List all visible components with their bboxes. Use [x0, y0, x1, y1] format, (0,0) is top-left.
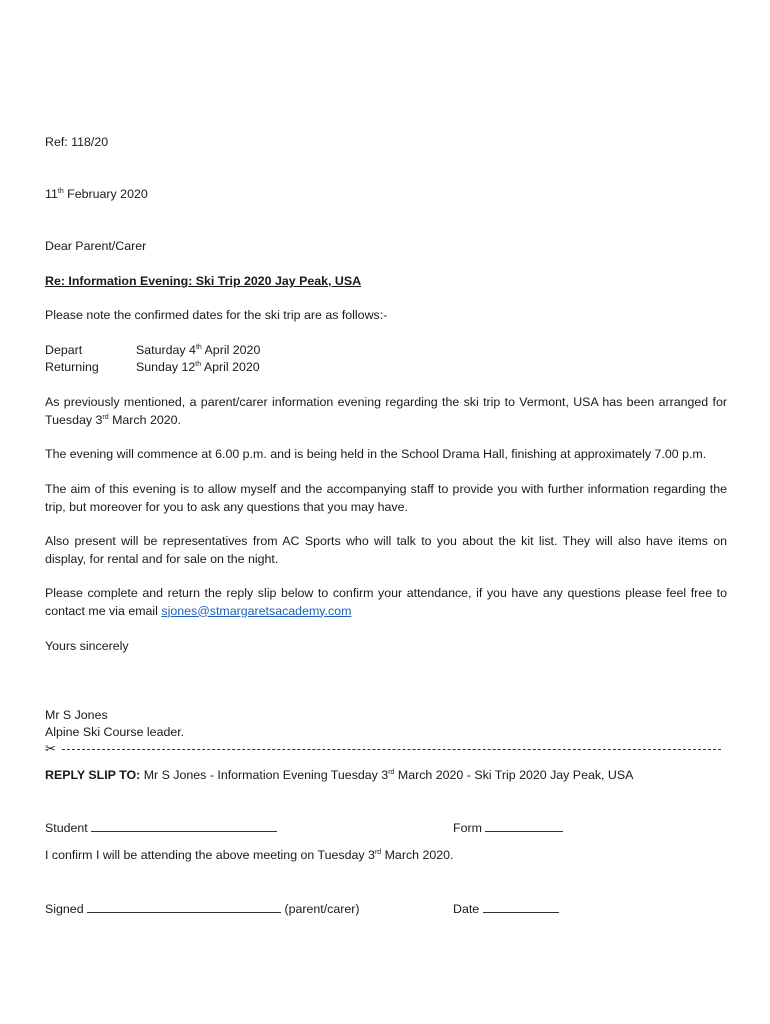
depart-date-suffix: th — [195, 344, 202, 351]
student-name-input[interactable] — [91, 819, 277, 832]
sender-name: Mr S Jones — [45, 708, 108, 722]
cut-line — [45, 741, 721, 758]
paragraph-arrangement-text: As previously mentioned, a parent/carer information evening regarding the ski trip to Vermont, USA has been arranged for Tuesday 3 — [45, 395, 727, 427]
form-field — [453, 819, 563, 837]
paragraph-representatives: Also present will be representatives from AC Sports who will talk to you about the kit list. They will also have items on display, for rental and for sale on the night. — [45, 534, 727, 566]
student-label: Student — [45, 821, 92, 835]
email-link[interactable]: sjones@stmargaretsacademy.com — [161, 603, 352, 618]
paragraph-arrangement-suffix: rd — [102, 413, 109, 421]
parent-carer-label: (parent/carer) — [281, 902, 360, 916]
confirmation-text: I confirm I will be attending the above meeting on Tuesday 3 — [45, 848, 375, 862]
depart-label: Depart — [45, 343, 83, 357]
reply-slip-text: Mr S Jones - Information Evening Tuesday 3 — [140, 768, 389, 782]
date-suffix: th — [57, 188, 64, 195]
return-date — [136, 359, 260, 376]
paragraph-timing: The evening will commence at 6.00 p.m. and is being held in the School Drama Hall, finishing at approximately 7.00 p.m. — [45, 447, 707, 461]
paragraph-reply-request — [45, 585, 727, 620]
closing: Yours sincerely — [45, 639, 129, 653]
confirmation-suffix: rd — [374, 849, 382, 856]
form-label: Form — [453, 821, 486, 835]
depart-date-rest: April 2020 — [201, 343, 261, 357]
depart-date — [136, 342, 260, 359]
date-day: 11 — [45, 187, 58, 201]
paragraph-aim: The aim of this evening is to allow myself and the accompanying staff to provide you with further information regarding the trip, but moreover for you to ask any questions that you may have. — [45, 482, 727, 514]
signed-field — [45, 900, 360, 918]
signature-input[interactable] — [87, 900, 281, 913]
scissors-icon: ✂ — [45, 741, 56, 756]
return-date-rest: April 2020 — [201, 360, 260, 374]
dashed-divider — [62, 749, 721, 750]
return-date-suffix: th — [195, 361, 202, 368]
paragraph-arrangement-end: March 2020. — [108, 412, 181, 427]
return-row — [45, 359, 445, 376]
date-rest: February 2020 — [63, 187, 148, 201]
depart-date-day: Saturday 4 — [136, 343, 196, 357]
return-label: Returning — [45, 360, 99, 374]
date-label: Date — [453, 902, 483, 916]
paragraph-arrangement — [45, 394, 727, 429]
salutation: Dear Parent/Carer — [45, 239, 147, 253]
reply-slip-text-end: March 2020 - Ski Trip 2020 Jay Peak, USA — [394, 768, 634, 782]
confirmation-statement — [45, 847, 454, 864]
sender-role: Alpine Ski Course leader. — [45, 725, 185, 739]
depart-row — [45, 342, 445, 359]
confirmation-text-end: March 2020. — [381, 848, 454, 862]
reference-number: Ref: 118/20 — [45, 135, 109, 149]
date-input[interactable] — [483, 900, 559, 913]
subject-line: Re: Information Evening: Ski Trip 2020 Jay Peak, USA — [45, 274, 362, 288]
date-field — [453, 900, 559, 918]
form-input[interactable] — [485, 819, 563, 832]
letter-date — [45, 186, 148, 203]
return-date-day: Sunday 12 — [136, 360, 196, 374]
reply-slip-heading — [45, 767, 633, 784]
reply-slip-suffix: rd — [388, 769, 395, 776]
intro-text: Please note the confirmed dates for the ski trip are as follows:- — [45, 308, 388, 322]
paragraph-reply-text: Please complete and return the reply slip below to confirm your attendance, if you have any questions please feel free to contact me via email — [45, 586, 727, 618]
reply-slip-label: REPLY SLIP TO: — [45, 768, 141, 782]
signed-label: Signed — [45, 902, 88, 916]
student-field — [45, 819, 277, 837]
